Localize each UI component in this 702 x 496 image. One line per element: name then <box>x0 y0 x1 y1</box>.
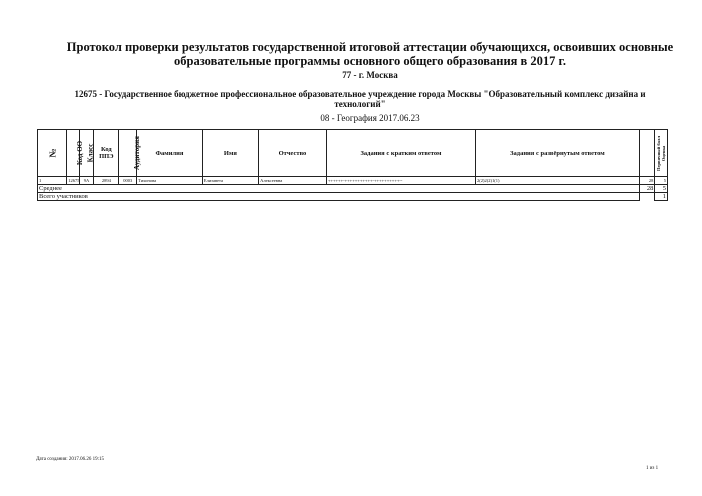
total-spacer <box>639 193 655 201</box>
col-header-patronymic: Отчество <box>259 130 327 177</box>
total-row <box>38 193 668 201</box>
table-row <box>38 177 668 185</box>
total-value: 1 <box>655 193 668 201</box>
cell-code-oo: 12675 <box>68 178 80 183</box>
col-header-code-oo: Код ОО <box>67 130 80 177</box>
protocol-title: Протокол проверки результатов государственной итоговой аттестации обучающихся, освоивших основные образовательные программы основного общего образования в 2017 г. <box>66 40 674 68</box>
col-header-primary-score: Первичный балл <box>639 130 655 177</box>
region-label: 77 - г. Москва <box>342 70 398 80</box>
cell-detailed-answers: 2(2)2(2)1(1) <box>476 177 640 185</box>
col-header-grade: Оценка <box>655 130 668 177</box>
col-header-class: Класс <box>79 130 94 177</box>
cell-surname: Тихонова <box>137 177 203 185</box>
col-header-no: № <box>38 130 67 177</box>
cell-code-ppe: 2894 <box>94 177 119 185</box>
exam-subject-date: 08 - География 2017.06.23 <box>320 113 420 123</box>
creation-date: Дата создания: 2017.06.26 19:15 <box>36 457 105 462</box>
cell-class: 9А <box>79 177 94 185</box>
col-header-auditorium: Аудитория <box>119 130 137 177</box>
col-header-short-answers: Задания с кратким ответом <box>326 130 475 177</box>
cell-no: 1 <box>38 177 67 185</box>
organization-name: 12675 - Государственное бюджетное профессиональное образовательное учреждение города Москвы "Образовательный комплекс дизайна и технологий" <box>74 89 646 109</box>
average-grade: 5 <box>655 185 668 193</box>
col-header-surname: Фамилия <box>137 130 203 177</box>
page-number: 1 из 1 <box>646 466 659 471</box>
average-row <box>38 185 668 193</box>
cell-primary-score: 28 <box>639 177 655 185</box>
total-label: Всего участников <box>38 193 640 201</box>
table-header-row <box>38 130 668 177</box>
average-label: Среднее <box>38 185 640 193</box>
cell-short-answers: ++++++-+++++++++++-++++++++++-- <box>326 177 475 185</box>
col-header-name: Имя <box>202 130 258 177</box>
cell-name: Елизавета <box>202 177 258 185</box>
average-primary-score: 28 <box>639 185 655 193</box>
cell-auditorium: 0003 <box>119 177 137 185</box>
results-table <box>37 129 668 201</box>
cell-grade: 5 <box>655 177 668 185</box>
col-header-detailed-answers: Задания с развёрнутым ответом <box>476 130 640 177</box>
col-header-code-ppe: Код ППЭ <box>94 130 119 177</box>
cell-patronymic: Алексеевна <box>259 177 327 185</box>
